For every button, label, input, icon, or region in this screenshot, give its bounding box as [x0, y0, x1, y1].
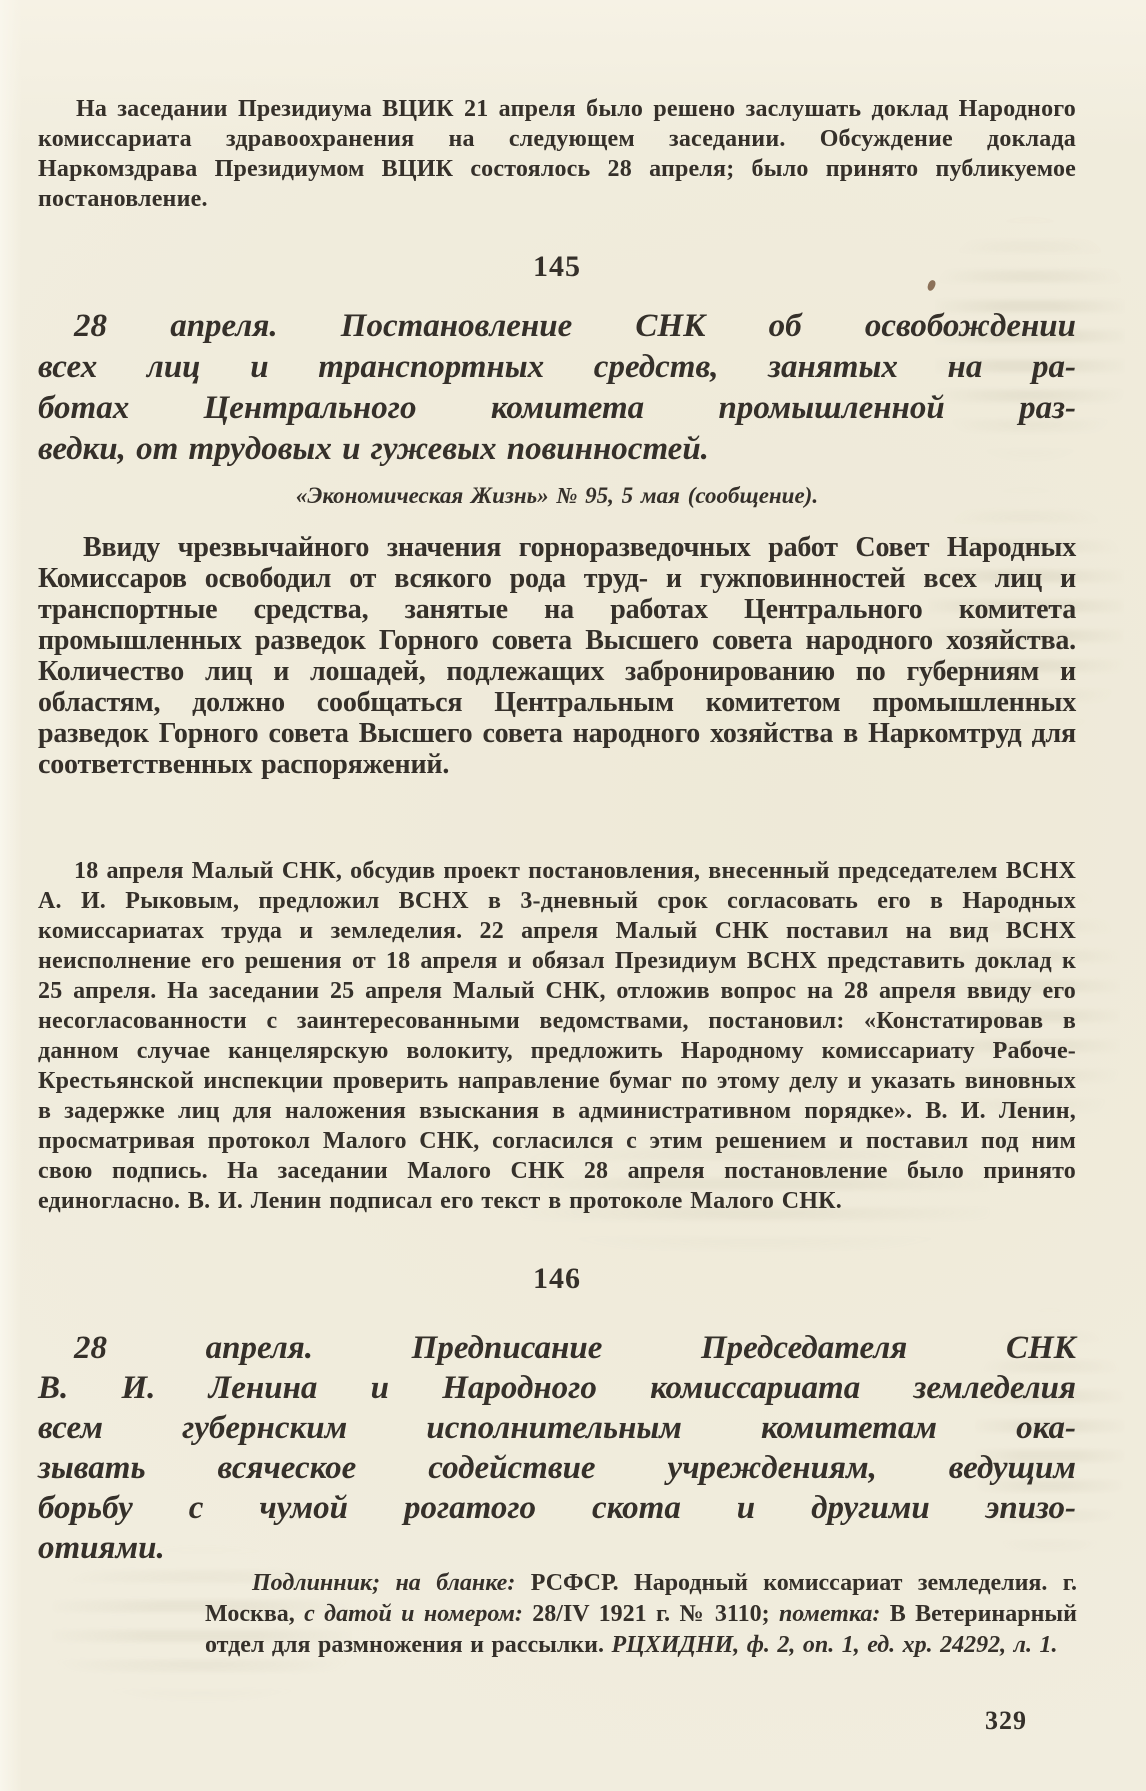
title-line: ведки, от трудовых и гужевых повинностей. [38, 431, 709, 467]
doc-145-source-line: «Экономическая Жизнь» № 95, 5 мая (сообщение). [295, 483, 819, 508]
source-text-part: РСФСР. Народный комиссариат земледелия. г. Москва, [205, 1570, 1077, 1627]
title-line: отиями. [38, 1530, 165, 1566]
title-line: В. И. Ленина и Народного комиссариата земледелия [38, 1370, 1076, 1406]
title-line: всех лиц и транспортных средств, занятых на ра- [38, 349, 1076, 385]
doc-145-number: 145 [533, 250, 581, 283]
title-line: зывать всяческое содействие учреждениям, ведущим [38, 1450, 1076, 1486]
doc-145-body: Ввиду чрезвычайного значения горноразведочных работ Совет Народных Комиссаров освободил от всякого рода труд- и гужповинностей всех лиц и транспортные средства, занятые на работах Центрального комитета промышленных разведок Горного совета Высшего совета народного хозяйства. Количество лиц и лошадей, подлежащих забронированию по губерниям и областям, должно сообщаться Центральным комитетом промышленных разведок Горного совета Высшего совета народного хозяйства в Наркомтруд для соответственных распоряжений. [38, 532, 1076, 780]
source-text-part: Подлинник; на бланке: [252, 1570, 531, 1596]
source-text-part: В Ветеринарный отдел для размножения и рассылки. [205, 1601, 1077, 1658]
source-text-part: пометка: [778, 1601, 890, 1627]
title-line: 28 апреля. Предписание Председателя СНК [74, 1330, 1076, 1366]
doc-145-title [38, 306, 1076, 470]
title-line: всем губернским исполнительным комитетам ока- [38, 1410, 1076, 1446]
title-line: ботах Центрального комитета промышленной раз- [38, 390, 1076, 426]
source-text-part: РЦХИДНИ, ф. 2, оп. 1, ед. хр. 24292, л. 1. [611, 1632, 1058, 1658]
doc-146-number: 146 [533, 1262, 581, 1295]
source-text-part: 28/IV 1921 г. № 3110; [532, 1601, 779, 1627]
title-line: борьбу с чумой рогатого скота и другими эпизо- [38, 1490, 1076, 1526]
doc-146-title [38, 1328, 1076, 1568]
editorial-note: На заседании Президиума ВЦИК 21 апреля было решено заслушать доклад Народного комиссариата здравоохранения на следующем заседании. Обсуждение доклада Наркомздрава Президиумом ВЦИК состоялось 28 апреля; было принято публикуемое постановление. [38, 96, 1076, 212]
doc-145-commentary: 18 апреля Малый СНК, обсудив проект постановления, внесенный председателем ВСНХ А. И. Рыковым, предложил ВСНХ в 3-дневный срок согласовать его в Народных комиссариатах труда и земледелия. 22 апреля Малый СНК поставил на вид ВСНХ неисполнение его решения от 18 апреля и обязал Президиум ВСНХ представить доклад к 25 апреля. На заседании 25 апреля Малый СНК, отложив вопрос на 28 апреля ввиду его несогласованности с заинтересованными ведомствами, постановил: «Констатировав в данном случае канцелярскую волокиту, предложить Народному комиссариату Рабоче-Крестьянской инспекции проверить направление бумаг по этому делу и указать виновных в задержке лиц для наложения взыскания в административном порядке». В. И. Ленин, просматривая протокол Малого СНК, согласился с этим решением и поставил под ним свою подпись. На заседании Малого СНК 28 апреля постановление было принято единогласно. В. И. Ленин подписал его текст в протоколе Малого СНК. [38, 858, 1076, 1214]
page-number: 329 [985, 1706, 1027, 1735]
source-text-part: с датой и номером: [304, 1601, 533, 1627]
doc-146-source-note [205, 1568, 1077, 1661]
title-line: 28 апреля. Постановление СНК об освобождении [74, 308, 1076, 344]
